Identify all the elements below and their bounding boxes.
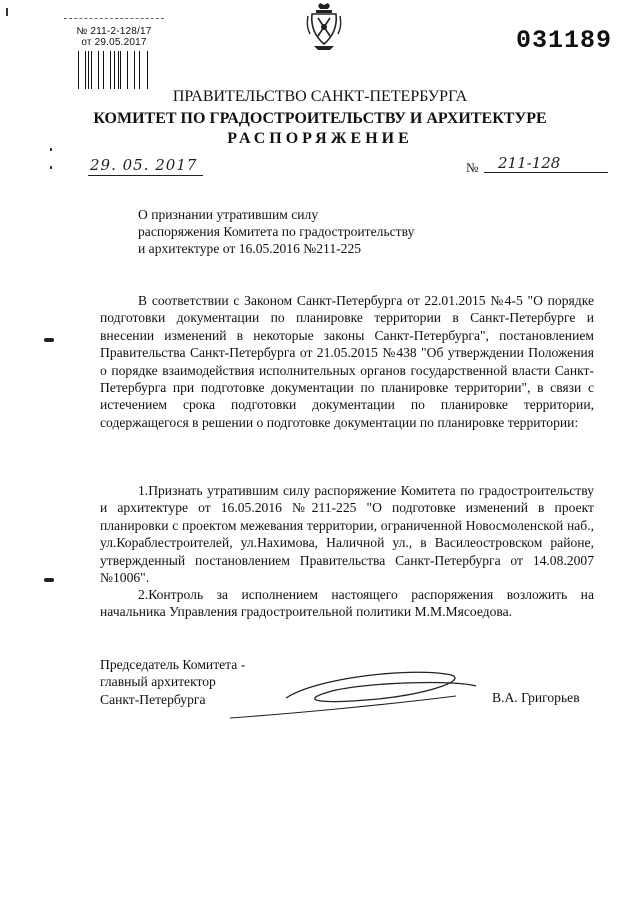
clause-1-paragraph: 1.Признать утратившим силу распоряжение Комитета по градостроительству и архитектуре от 16.05.2016 №211-225 "О подготовке изменений в проект планировки с проектом межевания территории, ограниченной Новосмоленской наб., ул.Кораблестроителей, ул.Нахимова, Наличной ул., в Василеостровском районе, утвержденный постановлением Правительства Санкт-Петербурга от 14.08.2007 №1006".	[100, 483, 594, 586]
subject-line: и архитектуре от 16.05.2016 №211-225	[138, 241, 362, 256]
st-petersburg-coat-of-arms-icon	[306, 2, 342, 52]
handwritten-signature	[226, 660, 506, 724]
signatory-name: В.А. Григорьев	[492, 690, 580, 705]
preamble-paragraph: В соответствии с Законом Санкт-Петербурга от 22.01.2015 №4-5 "О порядке подготовки документации по планировке территории в Санкт-Петербурге и внесении изменений в некоторые законы Санкт-Петербурга", постановлением Правительства Санкт-Петербурга от 21.05.2015 №438 "Об утверждении Положения о порядке взаимодействия исполнительных органов государственной власти Санкт-Петербурга при подготовке документации по планировке территории", в связи с истечением срока подготовки документации по планировке территории, содержащегося в решении о подготовке документации по планировке территории:	[100, 293, 594, 430]
document-serial-number: 031189	[515, 26, 612, 55]
stamp-reg-date: от 29.05.2017	[81, 37, 147, 48]
stamp-reg-number: № 211-2-128/17	[76, 26, 152, 37]
scan-mark	[50, 148, 52, 151]
scan-mark	[6, 8, 8, 16]
order-number-label: №	[466, 160, 479, 175]
stamp-header-line	[64, 18, 164, 23]
signatory-position	[100, 656, 245, 708]
scan-mark	[50, 166, 52, 169]
subject-line: О признании утратившим силу	[138, 207, 319, 222]
hole-punch-mark	[44, 338, 54, 342]
barcode-icon	[78, 51, 150, 89]
order-date: 29. 05. 2017	[88, 156, 203, 176]
position-line: главный архитектор	[100, 674, 216, 690]
subject-line: распоряжения Комитета по градостроительству	[138, 224, 415, 239]
government-title: ПРАВИТЕЛЬСТВО САНКТ-ПЕТЕРБУРГА	[172, 88, 468, 105]
document-type-title: РАСПОРЯЖЕНИЕ	[227, 130, 413, 147]
hole-punch-mark	[44, 578, 54, 582]
order-subject	[138, 206, 414, 257]
position-line: Санкт-Петербурга	[100, 691, 206, 707]
clause-2-paragraph: 2.Контроль за исполнением настоящего распоряжения возложить на начальника Управления градостроительной политики М.М.Мясоедова.	[100, 587, 594, 620]
position-line: Председатель Комитета -	[100, 657, 246, 672]
order-number: 211-128	[484, 154, 608, 173]
committee-title: КОМИТЕТ ПО ГРАДОСТРОИТЕЛЬСТВУ И АРХИТЕКТУРЕ	[93, 110, 547, 127]
